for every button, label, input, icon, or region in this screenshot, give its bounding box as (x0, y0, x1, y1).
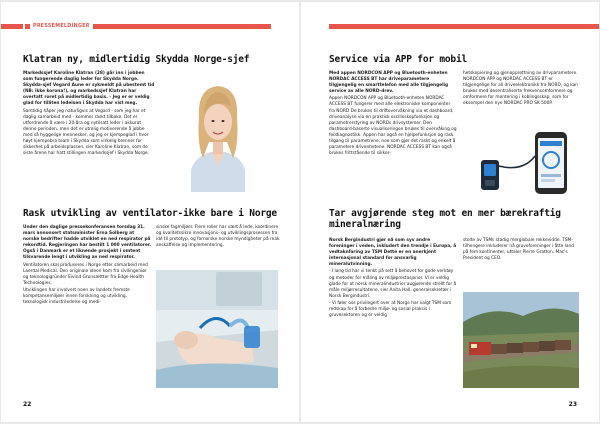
train-illustration (463, 292, 579, 388)
article-body: sinske fagmiljøer. Flere roller har vært å lede, koordinere og kvalitetssikre innovasjons- og utviklingsprosessen fra idé til prototyp, og fornorske norske myndigheter på reak anskaffelse og implementering. (156, 225, 280, 249)
section-label: PRESSEMELDINGER (33, 23, 90, 29)
app-device-illustration (463, 126, 579, 202)
article-lead: Under den daglige pressekonferansen torsdag 31. mars annonsert statsminister Erna Solberg at norske bedrifter hadde utviklet en ned respirator på rekordtid. Regjeringen har bestilt 1 000 ventilatorer. Også i Danmark er et liknende prosjekt i omtent tilsvarende lengt i utvikling av ned respirator. (23, 225, 152, 261)
article-headline: Service via APP for mobil (329, 54, 467, 65)
article-lead: Med appen NORDCON APP og Bluetooth-enheten NORDAC ACCESS BT har driveparametere tilgjengelig en smarttelefon med alle tilgjengelig service av alle NORD-drev. (329, 71, 449, 95)
article-text-col1 (23, 225, 151, 307)
right-page (301, 2, 599, 422)
article-body: Utviklingen har involvert noen av landets fremste kompetansemiljøer innen forskning og utvikling, teknologisk industriledelse og medi- (23, 287, 130, 306)
train-photo (463, 292, 579, 388)
article-body: - I lang tid har vi tenkt på sett å behovet for gode verktøy og metoder for måling av miljøprestasjoner. Vi er veldig glade for at norsk mineralindustrier augjørende strellt for å måle miljørresultatene, sier Anita Hall, generalsekretær i Norsk Bergindustri. (329, 269, 457, 299)
article-body: - Vi føler oss privilegert over at Norge har valgt TSM som redskap for å forbedre miljø- og sosial praksis i gruvesektoren og er veldig (329, 300, 452, 319)
article-body: Samtidig håper jeg naturligvis at Vegard - som jeg har et daglig samarbeid med - kommer raskt tilbake. Det er utfordrende å være i 20-åra og nytilsatt leder i akkurat denne perioden, men det er utrolig motiverende å jobbe med så hyggelige mennesker, og jeg er kjempeglad i hvor høyt kjempebra team i Skydda som virkelig brenner for sikkerhet på arbeidsplassen, sier Karoline Klatran, som de siste årene har hatt stillingen markedssjef i Skydda Norge. (23, 108, 149, 157)
article-text (23, 71, 155, 158)
section-tag (23, 20, 93, 32)
article-headline: Tar avgjørende steg mot en mer bærekraftig mineralnæring (329, 208, 561, 230)
portrait-photo (161, 72, 275, 192)
ventilator-illustration (156, 270, 278, 388)
section-bar (329, 24, 599, 29)
article-body: Ventilatoren skal produseres i Norge etter samarbeid med Laerdal Medical. Den originale ideen kom fra sivilingeniør og teknologigründer Eivind Grunsættter fra Edge Health Technologies. (23, 262, 148, 286)
article-headline: Klatran ny, midlertidig Skydda Norge-sjef (23, 54, 250, 65)
article-body: stolte av TSMs stadig merglobale rekkevidde. TSM-tilhengere inkluderer nå gruveforeninger i åtte land på fem kontinenter, uttaler Pierre Gratton, Mac's President og CEO. (463, 238, 574, 262)
article-body: Appen NORDCON APP og Bluetooth-enheten NORDAC ACCESS BT fungerer med alle elektroniske komponenter fra NORD De brukes til driftovervåkning via et dashboard, driveanalyse via en praktisk oscilloskopfunksjon og parametrerstyring av NORDs drivsystemer. Den dashboard-baserte visualiseringen brukes til overvåking og feildiagnostikk. Appen har også en hjelpefunksjon og rask tilgang til parametrene, noe som gjør det raskt og enkelt å parametere drivenhetene. NORDAC ACCESS BT kan også brukes frittstående til sikker- (329, 96, 457, 157)
app-device-photo (463, 126, 579, 202)
article-body: hetskopiering og gjenopprettning av drivparametere. NORDCON APP og NORDAC ACCESS BT er tilgjengelige for all driveelektronikk fra NORD, og kan brukes med desentraliserte frekvensomformere og omformere for montering i koblingsskap, som for eksempel den nye NORDAC PRO SK 500P. (463, 71, 578, 107)
page-number: 22 (23, 401, 32, 408)
article-text-col2 (156, 225, 280, 250)
page-number: 23 (568, 401, 577, 408)
section-square-icon (25, 24, 30, 29)
article-text-col2 (463, 71, 579, 109)
article-headline: Rask utvikling av ventilator-ikke bare i Norge (23, 208, 277, 219)
article-lead: Norsk Bergindustri gjør nå som syv andre foreninger i veden, inkludert den trendje i Europa, å vedtaknfaring av TSM Dette er en anerkjent internasjonal standard for ansvarlig mineralutvinning. (329, 238, 457, 268)
ventilator-photo (156, 270, 278, 388)
portrait-illustration (161, 72, 275, 192)
article-text-col1 (329, 71, 457, 158)
article-text-col1 (329, 238, 457, 320)
left-page (1, 2, 299, 422)
article-lead: Markedssjef Karoline Klatran (28) går inn i jobben som fungerende daglig leder for Skydda Norge. Skydda-sjef Vegard Aune er sykmeldt på ubestemt tid (NB: ikke korona!), og markedssjef Klatran har overtatt roret på midlertidig basis. - Jeg er er veldig glad for tilliten ledelsen i Skydda har vist meg. (23, 71, 155, 107)
article-text-col2 (463, 238, 579, 263)
